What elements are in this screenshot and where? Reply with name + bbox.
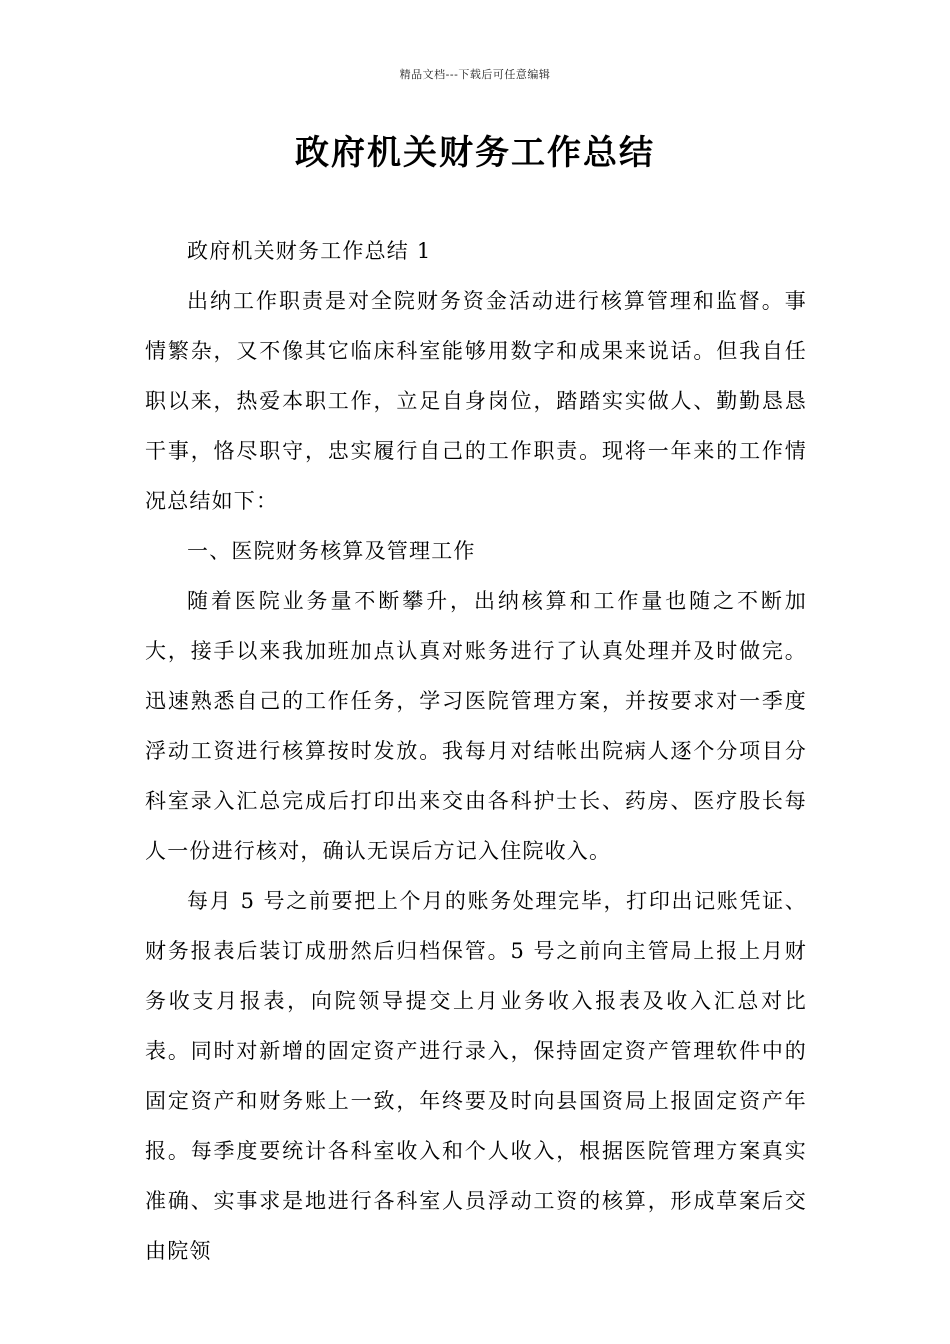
document-title: 政府机关财务工作总结: [295, 133, 655, 173]
paragraph: 出纳工作职责是对全院财务资金活动进行核算管理和监督。事情繁杂，又不像其它临床科室能够用数字和成果来说话。但我自任职以来，热爱本职工作，立足自身岗位，踏踏实实做人、勤勤恳恳干事，恪尽职守，忠实履行自己的工作职责。现将一年来的工作情况总结如下：: [145, 289, 807, 513]
section-heading: 一、医院财务核算及管理工作: [187, 539, 476, 563]
paragraph: 每月 5 号之前要把上个月的账务处理完毕，打印出记账凭证、财务报表后装订成册然后归档保管。5 号之前向主管局上报上月财务收支月报表，向院领导提交上月业务收入报表及收入汇总对比表。同时对新增的固定资产进行录入，保持固定资产管理软件中的固定资产和财务账上一致，年终要及时向县国资局上报固定资产年报。每季度要统计各科室收入和个人收入，根据医院管理方案真实准确、实事求是地进行各科室人员浮动工资的核算，形成草案后交由院领: [145, 889, 807, 1263]
section-heading: 政府机关财务工作总结 1: [187, 239, 432, 263]
header-note: 精品文档---下载后可任意编辑: [399, 68, 551, 81]
paragraph: 随着医院业务量不断攀升，出纳核算和工作量也随之不断加大，接手以来我加班加点认真对账务进行了认真处理并及时做完。迅速熟悉自己的工作任务，学习医院管理方案，并按要求对一季度浮动工资进行核算按时发放。我每月对结帐出院病人逐个分项目分科室录入汇总完成后打印出来交由各科护士长、药房、医疗股长每人一份进行核对，确认无误后方记入住院收入。: [145, 589, 807, 863]
document-body: [145, 226, 807, 1276]
